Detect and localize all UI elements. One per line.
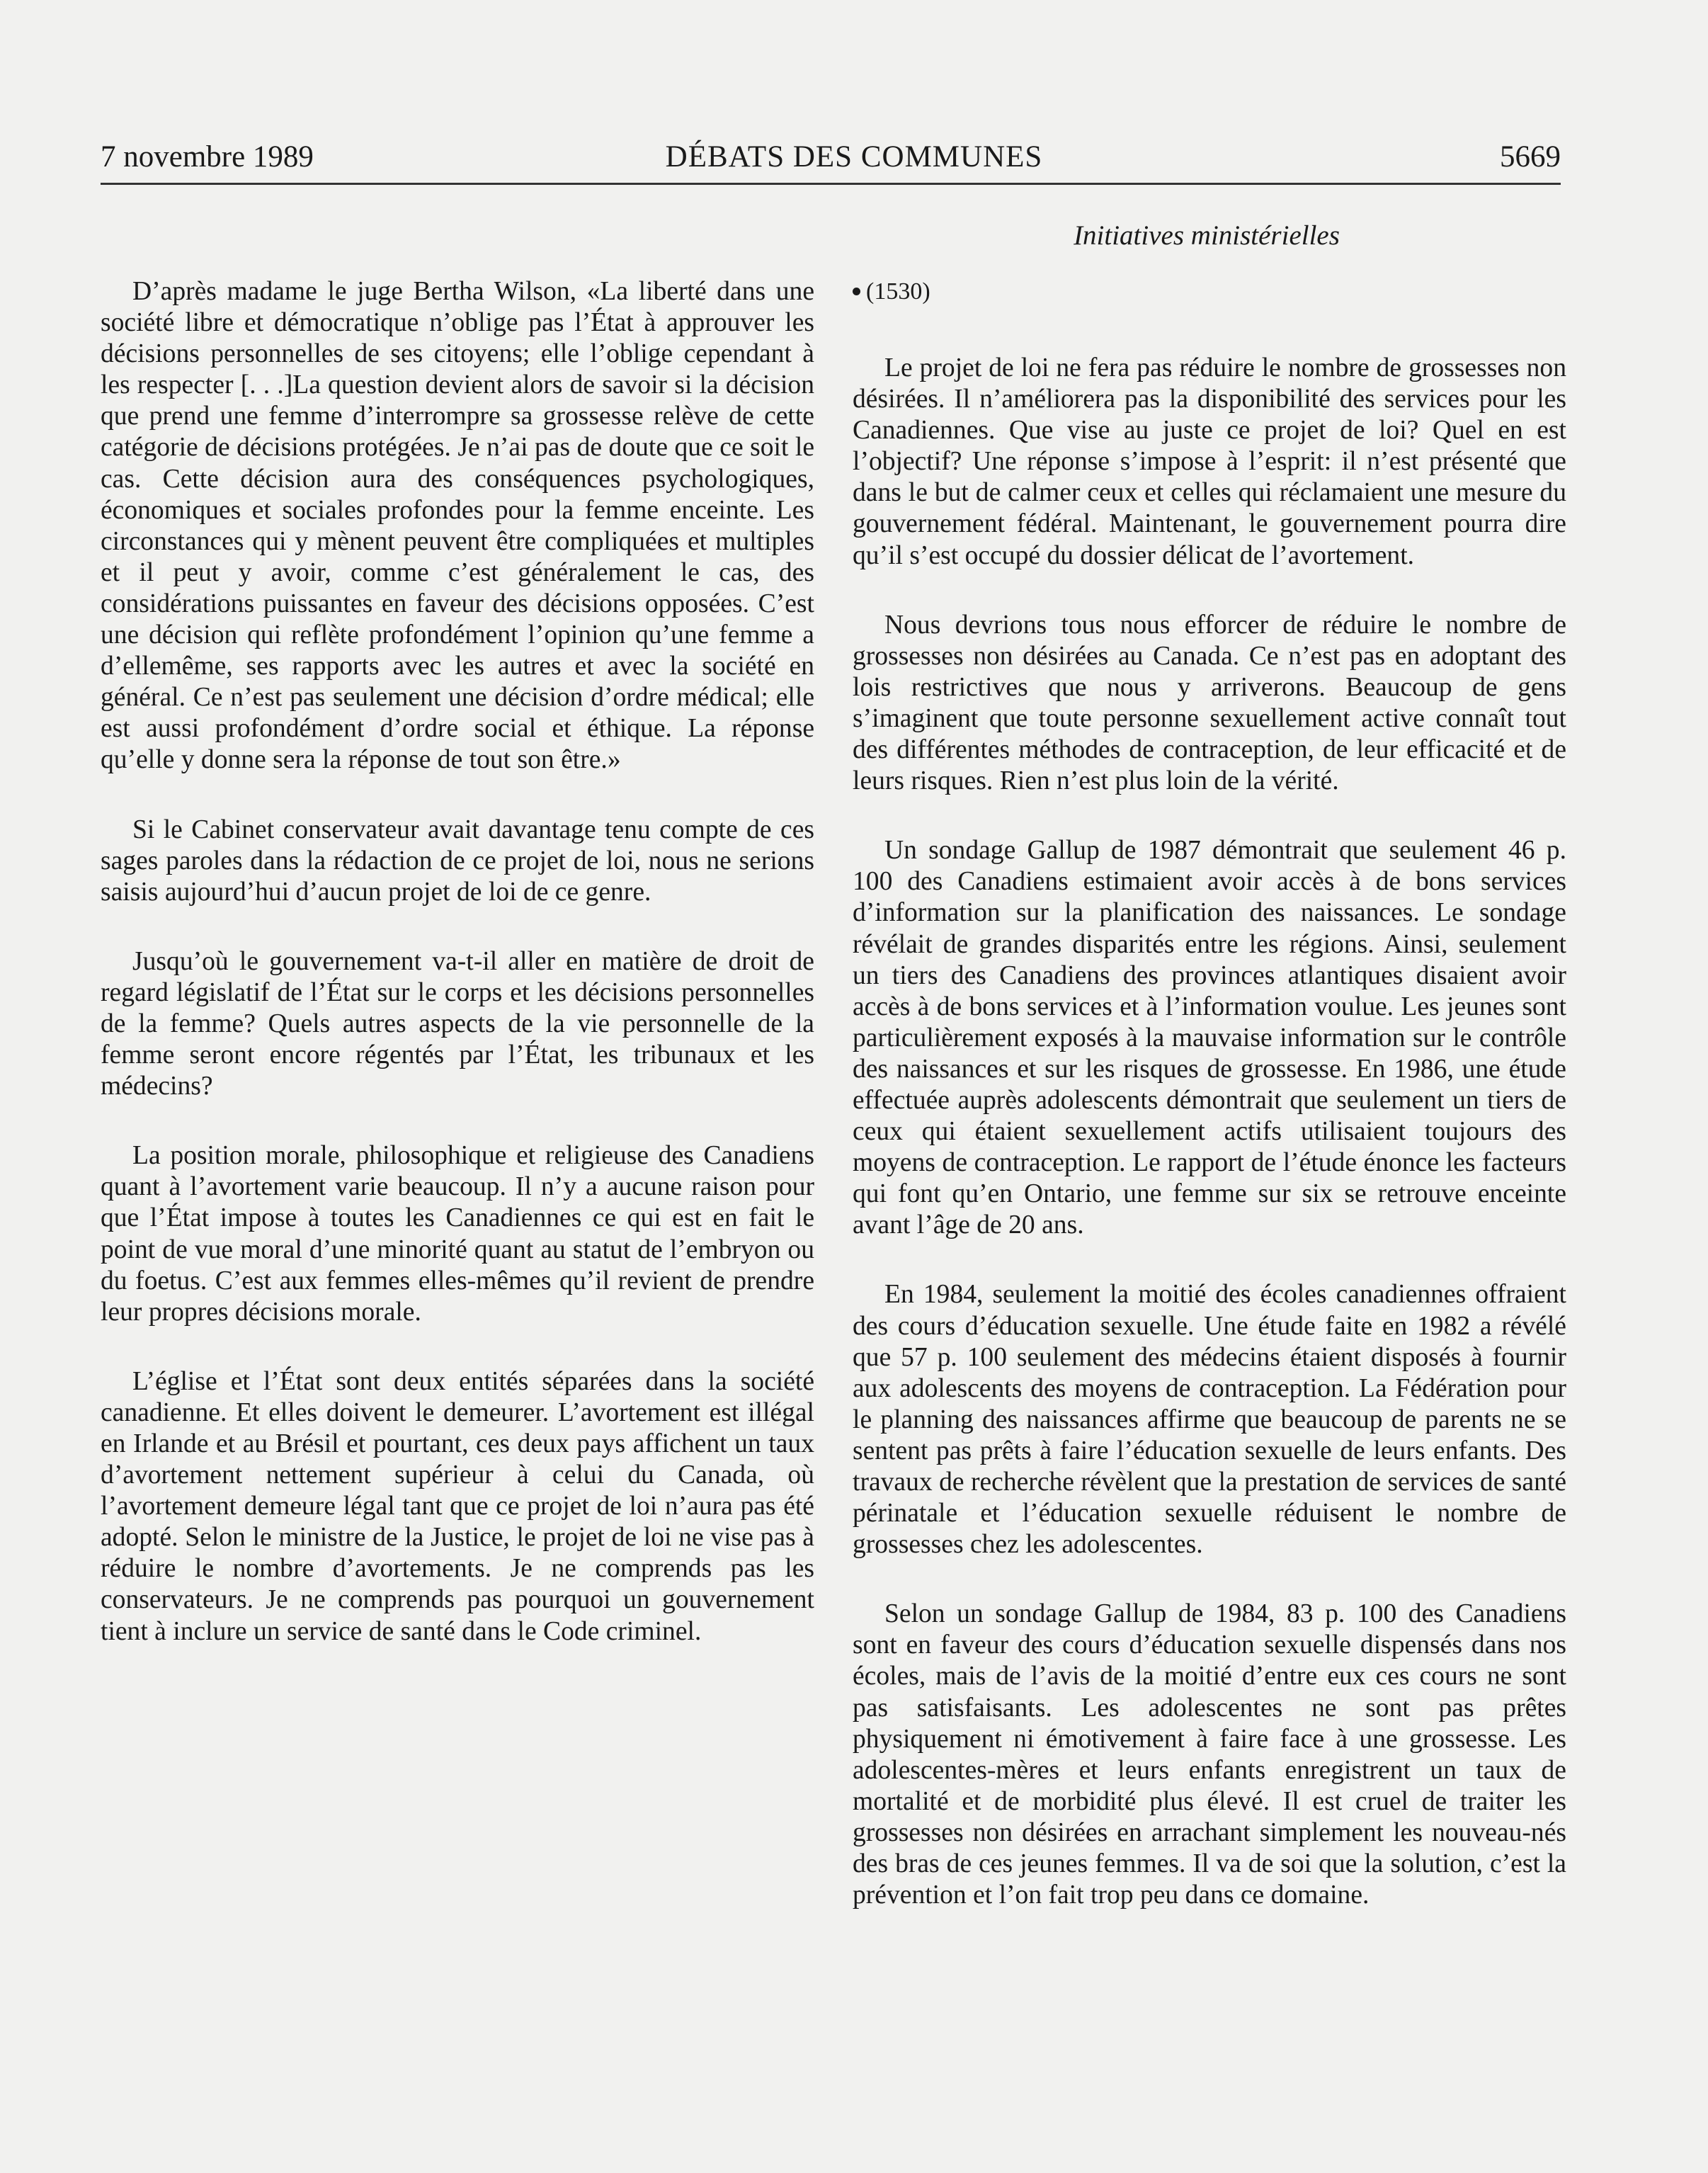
time-marker-text: (1530) — [866, 278, 930, 305]
bullet-icon — [853, 288, 860, 295]
page-number: 5669 — [1500, 140, 1561, 174]
paragraph: La position morale, philosophique et religieuse des Canadiens quant à l’avortement varie beaucoup. Il n’y a aucune raison pour que l’État impose à toutes les Canadiennes ce qui est en fait le point de vue moral d’une minorité quant au statut de l’embryon ou du foetus. C’est aux femmes elles-mêmes qu’il revient de prendre leur propres décisions morale. — [101, 1141, 814, 1327]
header-date: 7 novembre 1989 — [101, 140, 314, 174]
paragraph: Jusqu’où le gouvernement va-t-il aller en matière de droit de regard législatif de l’État sur le corps et les décisions personnelles de la femme? Quels autres aspects de la vie personnelle de la femme seront encore régentés par l’État, les tribunaux et les médecins? — [101, 946, 814, 1101]
paragraph: Si le Cabinet conservateur avait davantage tenu compte de ces sages paroles dans la rédaction de ce projet de loi, nous ne serions saisis aujourd’hui d’aucun projet de loi de ce genre. — [101, 815, 814, 907]
paragraph: D’après madame le juge Bertha Wilson, «La liberté dans une société libre et démocratique n’oblige pas l’État à approuver les décisions personnelles de ses citoyens; elle l’oblige cependant à les respecter [. . .]La question devient alors de savoir si la décision que prend une femme d’interrompre sa grossesse relève de cette catégorie de décisions protégées. Je n’ai pas de doute que ce soit le cas. Cette décision aura des conséquences psychologiques, économiques et sociales profondes pour la femme enceinte. Les circonstances qui y mènent peuvent être compliquées et multiples et il peut y avoir, comme c’est généralement le cas, des considérations puissantes en faveur des décisions opposées. C’est une décision qui reflète profondément l’opinion qu’une femme a d’ellemême, ses rapports avec les autres et avec la société en général. Ce n’est pas seulement une décision d’ordre médical; elle est aussi profondément d’ordre social et éthique. La réponse qu’elle y donne sera la réponse de tout son être.» — [101, 277, 814, 775]
paragraph: L’église et l’État sont deux entités séparées dans la société canadienne. Et elles doivent le demeurer. L’avortement est illégal en Irlande et au Brésil et pourtant, ces deux pays affichent un taux d’avortement nettement supérieur à celui du Canada, où l’avortement demeure légal tant que ce projet de loi n’aura pas été adopté. Selon le ministre de la Justice, le projet de loi ne vise pas à réduire le nombre d’avortements. Je ne comprends pas les conservateurs. Je ne comprends pas pourquoi un gouvernement tient à inclure un service de santé dans le Code criminel. — [101, 1366, 814, 1646]
publication-title: DÉBATS DES COMMUNES — [665, 140, 1043, 174]
paragraph: Nous devrions tous nous efforcer de réduire le nombre de grossesses non désirées au Canada. Ce n’est pas en adoptant des lois restrictives que nous y arriverons. Beaucoup de gens s’imaginent que toute personne sexuellement active connaît tout des différentes méthodes de contraception, de leur efficacité et de leurs risques. Rien n’est plus loin de la vérité. — [853, 610, 1566, 796]
time-marker — [853, 276, 1566, 307]
right-column — [853, 276, 1566, 1949]
header-rule — [101, 183, 1561, 185]
paragraph: Un sondage Gallup de 1987 démontrait que seulement 46 p. 100 des Canadiens estimaient avoir accès à de bons services d’information sur la planification des naissances. Le sondage révélait de grandes disparités entre les régions. Ainsi, seulement un tiers des Canadiens des provinces atlantiques disaient avoir accès à de bons services et à l’information voulue. Les jeunes sont particulièrement exposés à la mauvaise information sur le contrôle des naissances et sur les risques de grossesse. En 1986, une étude effectuée auprès adolescents démontrait que seulement un tiers de ceux qui étaient sexuellement actifs utilisaient toujours des moyens de contraception. Le rapport de l’étude énonce les facteurs qui font qu’en Ontario, une femme sur six se retrouve enceinte avant l’âge de 20 ans. — [853, 836, 1566, 1240]
section-title: Initiatives ministérielles — [1074, 220, 1340, 251]
paragraph: Le projet de loi ne fera pas réduire le nombre de grossesses non désirées. Il n’améliorera pas la disponibilité des services pour les Canadiennes. Que vise au juste ce projet de loi? Quel en est l’objectif? Une réponse s’impose à l’esprit: il n’est présenté que dans le but de calmer ceux et celles qui réclamaient une mesure du gouvernement fédéral. Maintenant, le gouvernement pourra dire qu’il s’est occupé du dossier délicat de l’avortement. — [853, 353, 1566, 570]
paragraph: En 1984, seulement la moitié des écoles canadiennes offraient des cours d’éducation sexuelle. Une étude faite en 1982 a révélé que 57 p. 100 seulement des médecins étaient disposés à fournir aux adolescents des moyens de contraception. La Fédération pour le planning des naissances affirme que beaucoup de parents ne se sentent pas prêts à faire l’éducation sexuelle de leurs enfants. Des travaux de recherche révèlent que la prestation de services de santé périnatale et l’éducation sexuelle réduisent le nombre de grossesses chez les adolescentes. — [853, 1280, 1566, 1560]
left-column — [101, 276, 814, 1686]
paragraph: Selon un sondage Gallup de 1984, 83 p. 100 des Canadiens sont en faveur des cours d’éducation sexuelle dispensés dans nos écoles, mais de l’avis de la moitié d’entre eux ces cours ne sont pas satisfaisants. Les adolescentes ne sont pas prêtes physiquement ni émotivement à faire face à une grossesse. Les adolescentes-mères et leurs enfants enregistrent un taux de mortalité et de morbidité plus élevé. Il est cruel de traiter les grossesses non désirées en arrachant simplement les nouveau-nés des bras de ces jeunes femmes. Il va de soi que la solution, c’est la prévention et l’on fait trop peu dans ce domaine. — [853, 1599, 1566, 1910]
